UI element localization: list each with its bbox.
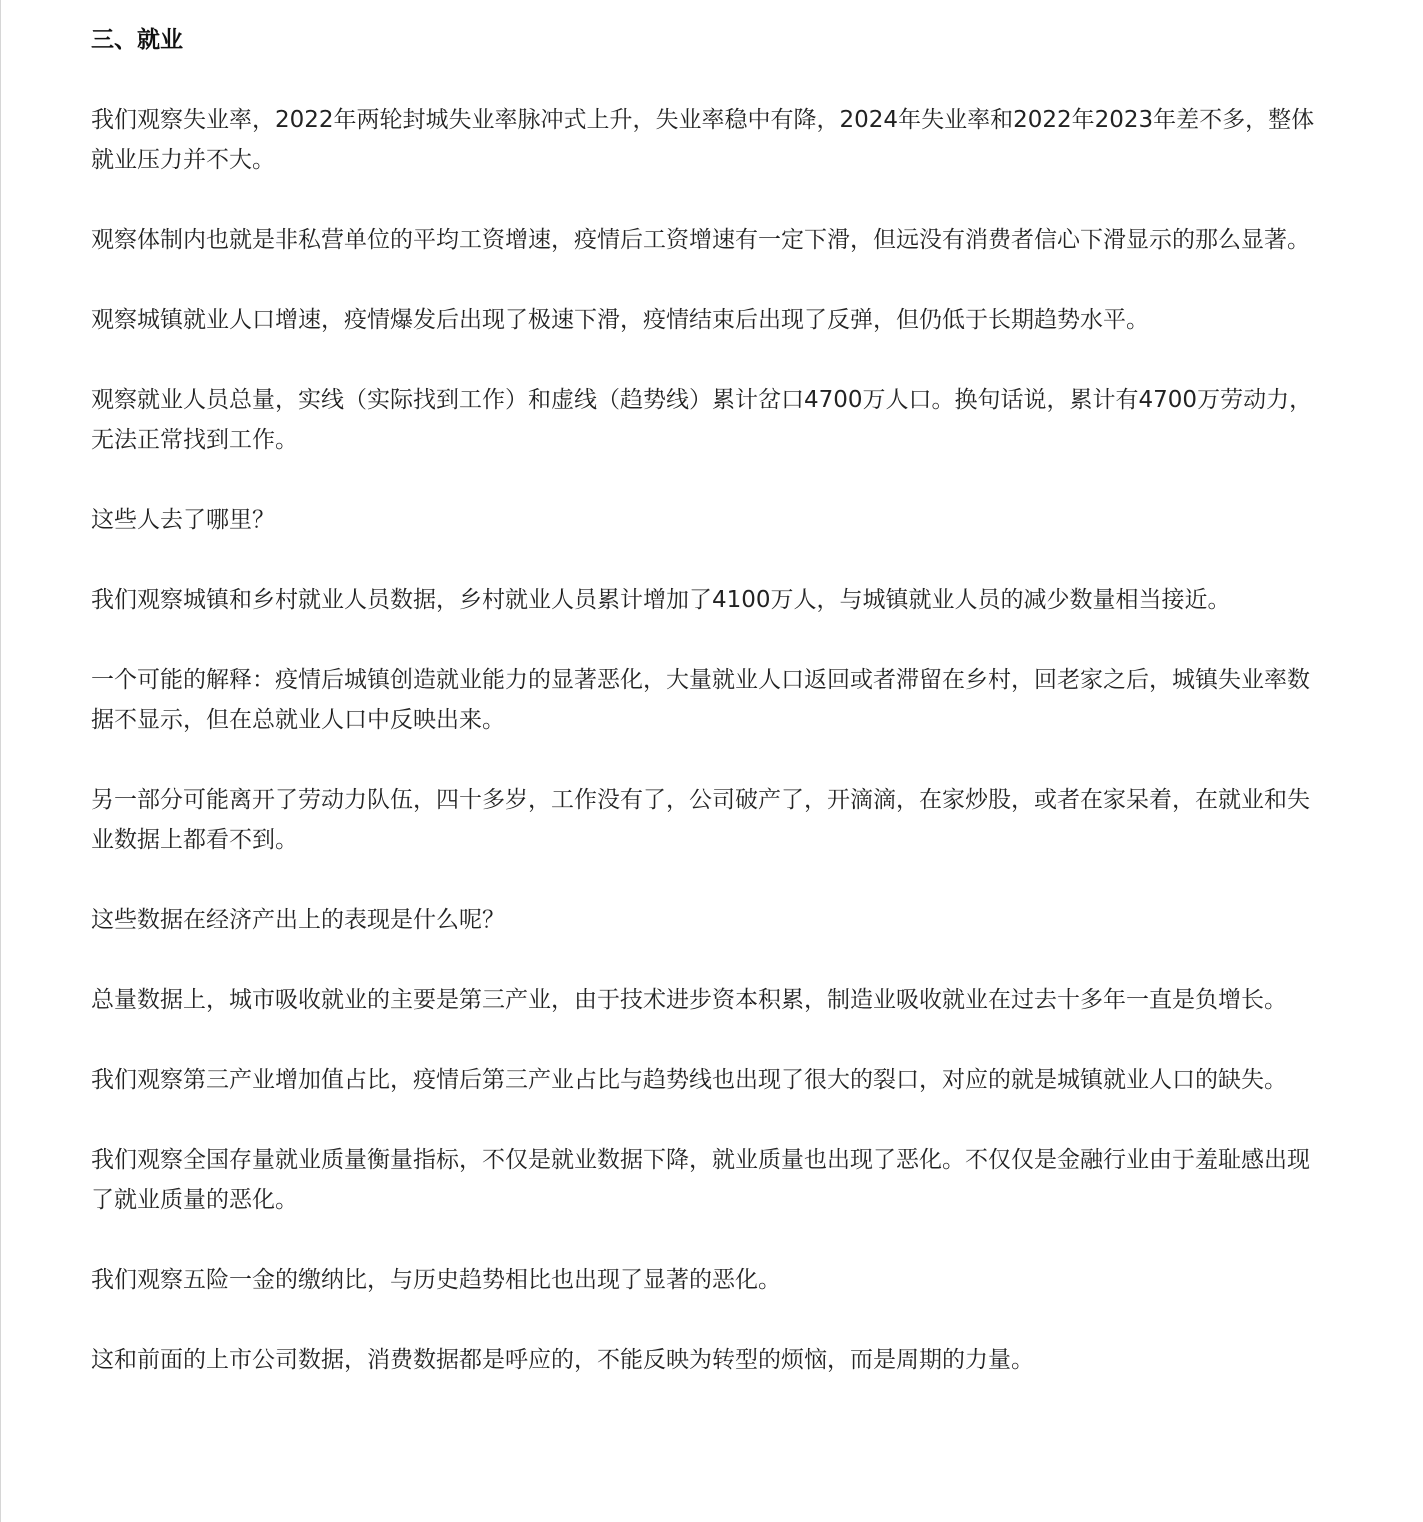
paragraph-employment-quality: 我们观察全国存量就业质量衡量指标，不仅是就业数据下降，就业质量也出现了恶化。不仅仅是金融行业由于羞耻感出现了就业质量的恶化。 [91, 1147, 1310, 1213]
paragraph-unemployment-rate: 我们观察失业率，2022年两轮封城失业率脉冲式上升，失业率稳中有降，2024年失业率和2022年2023年差不多，整体就业压力并不大。 [91, 107, 1315, 173]
paragraph-tertiary-industry: 总量数据上，城市吸收就业的主要是第三产业，由于技术进步资本积累，制造业吸收就业在过去十多年一直是负增长。 [91, 987, 1287, 1013]
paragraph-question-where: 这些人去了哪里？ [91, 507, 275, 533]
section-heading: 三、就业 [91, 27, 183, 53]
paragraph-question-output: 这些数据在经济产出上的表现是什么呢？ [91, 907, 505, 933]
paragraph-social-insurance: 我们观察五险一金的缴纳比，与历史趋势相比也出现了显著的恶化。 [91, 1267, 781, 1293]
article-body [91, 20, 1323, 1380]
paragraph-wage-growth: 观察体制内也就是非私营单位的平均工资增速，疫情后工资增速有一定下滑，但远没有消费者信心下滑显示的那么显著。 [91, 227, 1310, 253]
paragraph-total-employment-gap: 观察就业人员总量，实线（实际找到工作）和虚线（趋势线）累计岔口4700万人口。换句话说，累计有4700万劳动力，无法正常找到工作。 [91, 387, 1313, 453]
paragraph-left-labor-force: 另一部分可能离开了劳动力队伍，四十多岁，工作没有了，公司破产了，开滴滴，在家炒股，或者在家呆着，在就业和失业数据上都看不到。 [91, 787, 1310, 853]
paragraph-conclusion: 这和前面的上市公司数据，消费数据都是呼应的，不能反映为转型的烦恼，而是周期的力量。 [91, 1347, 1034, 1373]
paragraph-rural-employment: 我们观察城镇和乡村就业人员数据，乡村就业人员累计增加了4100万人，与城镇就业人员的减少数量相当接近。 [91, 587, 1231, 613]
paragraph-explanation: 一个可能的解释：疫情后城镇创造就业能力的显著恶化，大量就业人口返回或者滞留在乡村，回老家之后，城镇失业率数据不显示，但在总就业人口中反映出来。 [91, 667, 1310, 733]
page-left-border [0, 0, 1, 1522]
paragraph-tertiary-share: 我们观察第三产业增加值占比，疫情后第三产业占比与趋势线也出现了很大的裂口，对应的就是城镇就业人口的缺失。 [91, 1067, 1287, 1093]
paragraph-urban-employment-growth: 观察城镇就业人口增速，疫情爆发后出现了极速下滑，疫情结束后出现了反弹，但仍低于长期趋势水平。 [91, 307, 1149, 333]
